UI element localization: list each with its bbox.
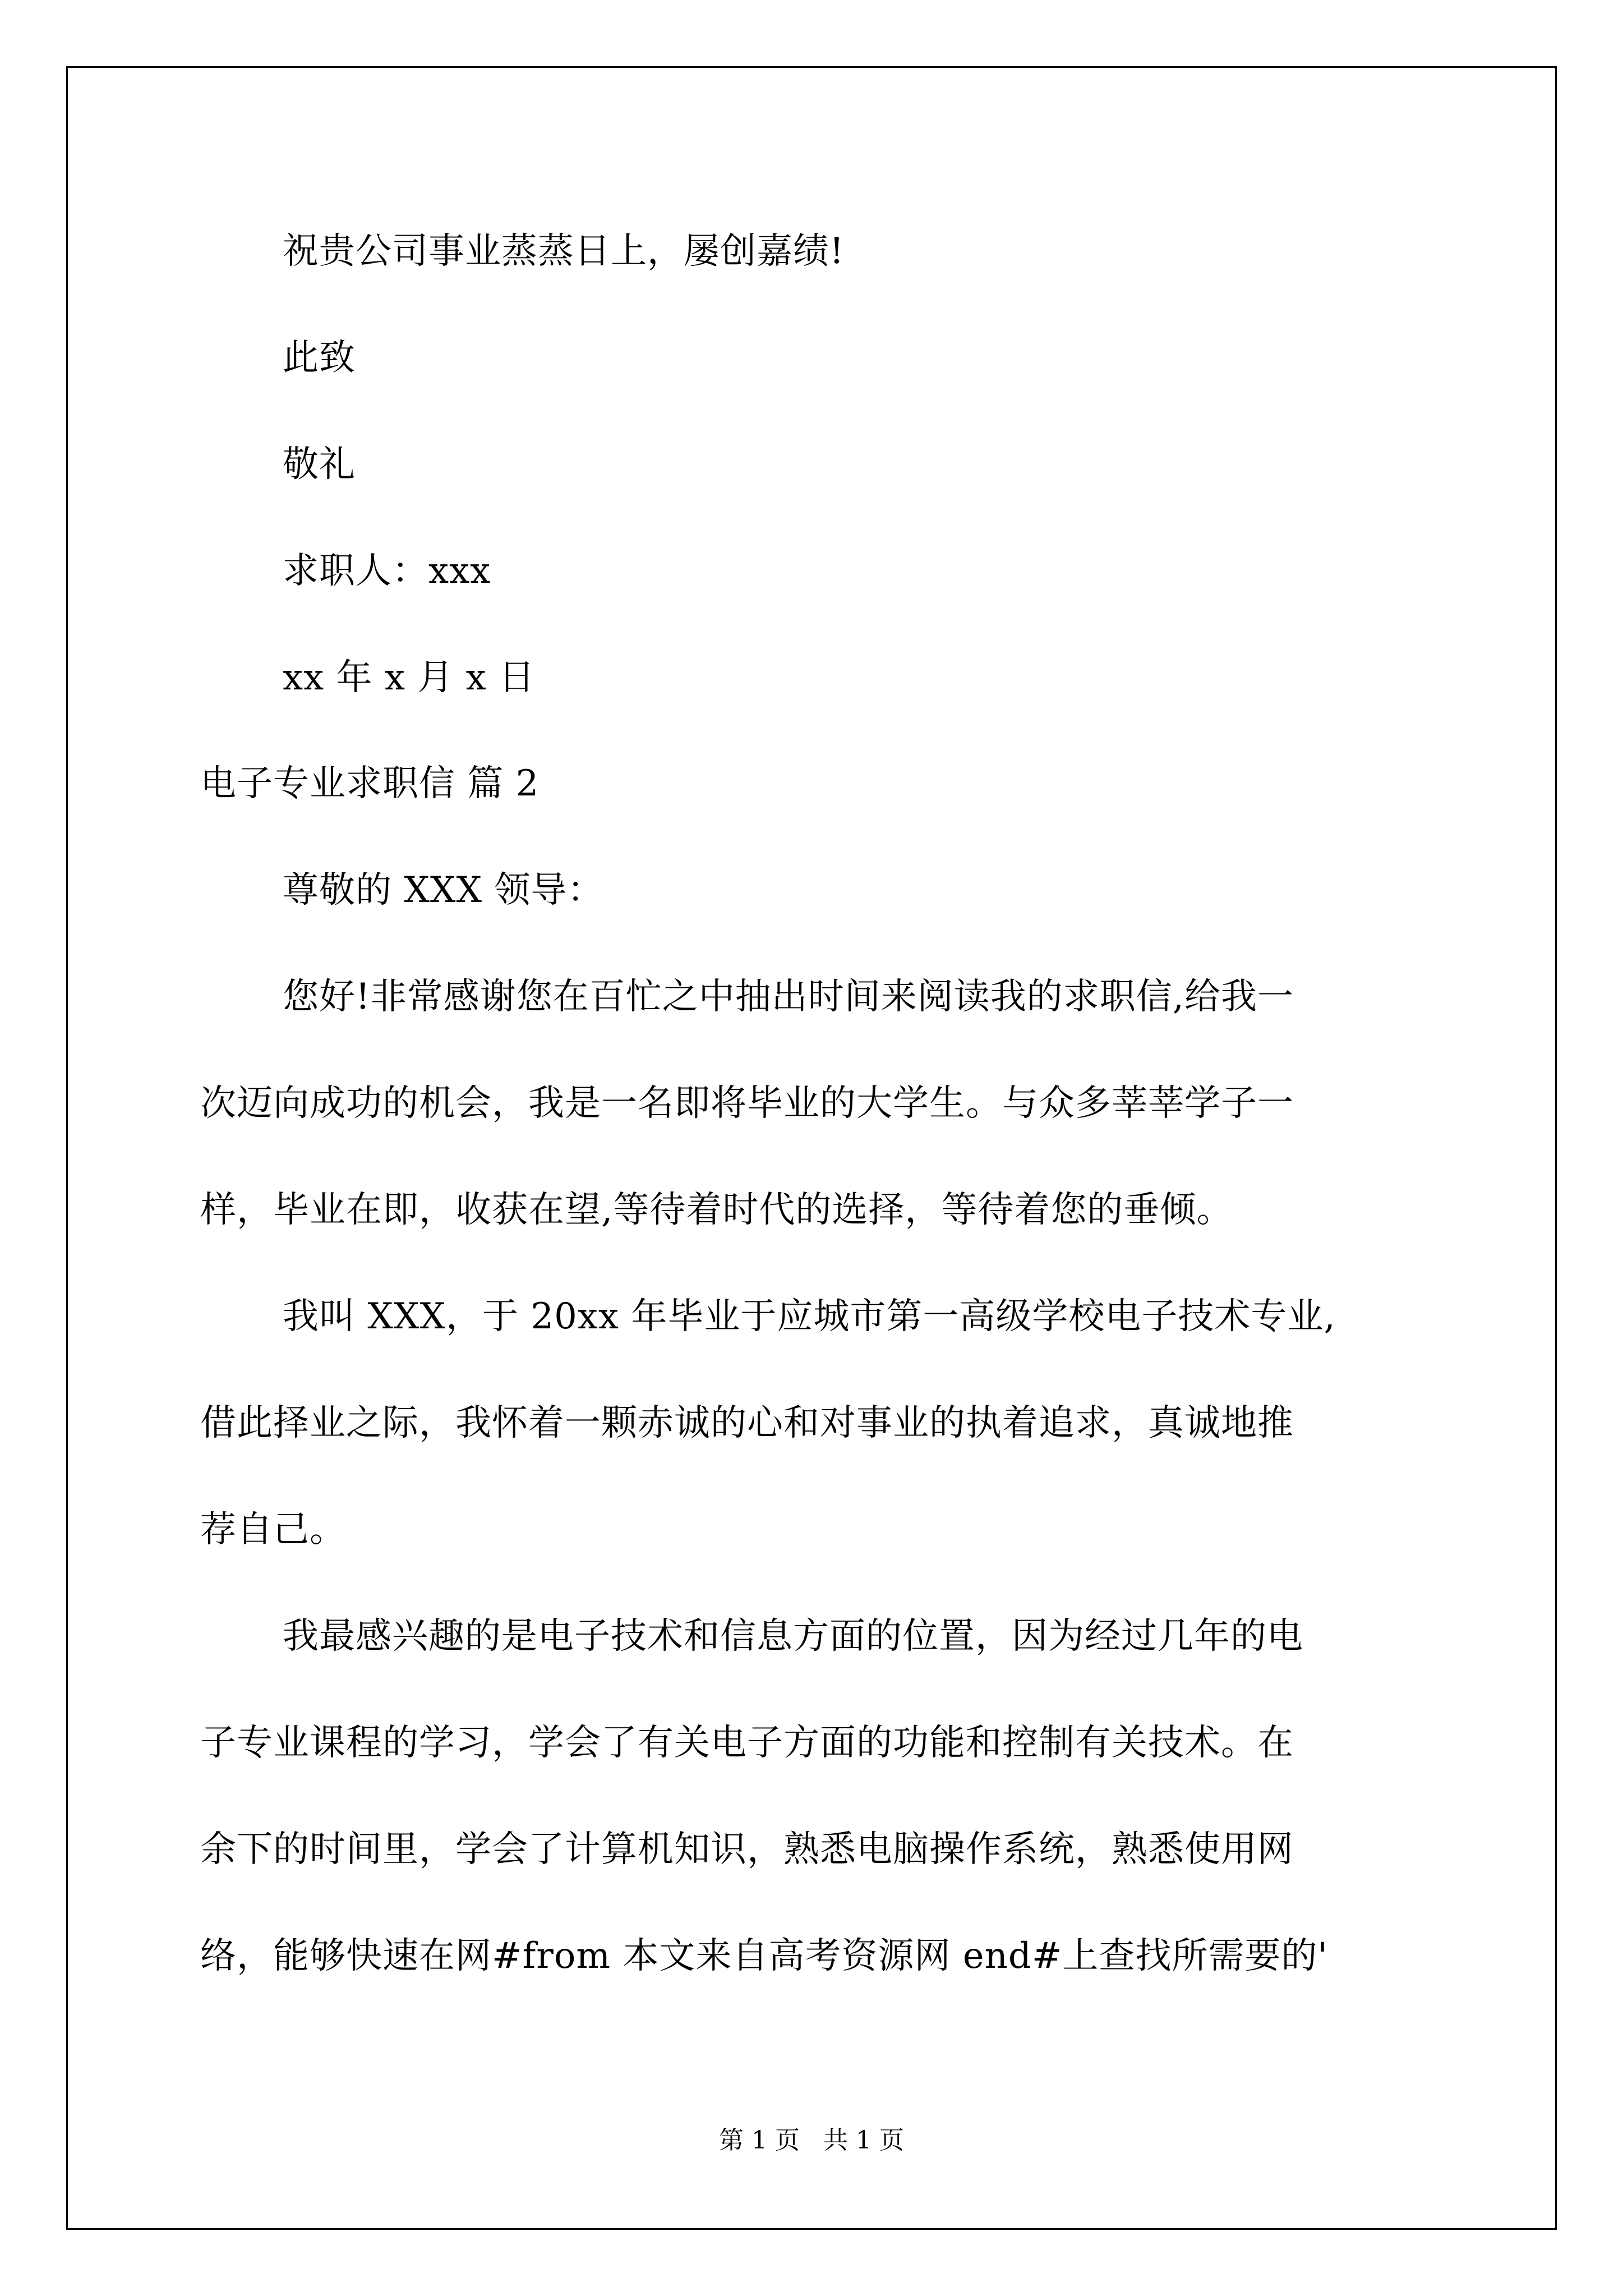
body-line: 借此择业之际，我怀着一颗赤诚的心和对事业的执着追求，真诚地推 [200,1402,1294,1444]
body-line: 子专业课程的学习，学会了有关电子方面的功能和控制有关技术。在 [200,1722,1294,1764]
page-footer: 第 1 页 共 1 页 [719,2126,904,2155]
body-line: 您好!非常感谢您在百忙之中抽出时间来阅读我的求职信,给我一 [283,976,1294,1018]
body-line: 我叫 XXX，于 20xx 年毕业于应城市第一高级学校电子技术专业, [283,1296,1336,1337]
section-heading: 电子专业求职信 篇 2 [200,763,540,804]
applicant-signature: 求职人：xxx [283,550,491,592]
page-border [66,66,1557,2230]
body-line: 次迈向成功的机会，我是一名即将毕业的大学生。与众多莘莘学子一 [200,1083,1294,1124]
body-line: 荐自己。 [200,1509,346,1550]
body-line: 余下的时间里，学会了计算机知识，熟悉电脑操作系统，熟悉使用网 [200,1829,1294,1870]
salutation-line-2: 敬礼 [283,444,356,485]
body-line: 络，能够快速在网#from 本文来自高考资源网 end#上查找所需要的' [200,1935,1329,1977]
letter-date: xx 年 x 月 x 日 [283,657,536,698]
body-line: 样，毕业在即，收获在望,等待着时代的选择，等待着您的垂倾。 [200,1189,1233,1231]
closing-wish: 祝贵公司事业蒸蒸日上，屡创嘉绩! [283,231,845,272]
greeting: 尊敬的 XXX 领导： [283,869,604,911]
salutation-line-1: 此致 [283,337,356,379]
body-line: 我最感兴趣的是电子技术和信息方面的位置，因为经过几年的电 [283,1616,1303,1657]
